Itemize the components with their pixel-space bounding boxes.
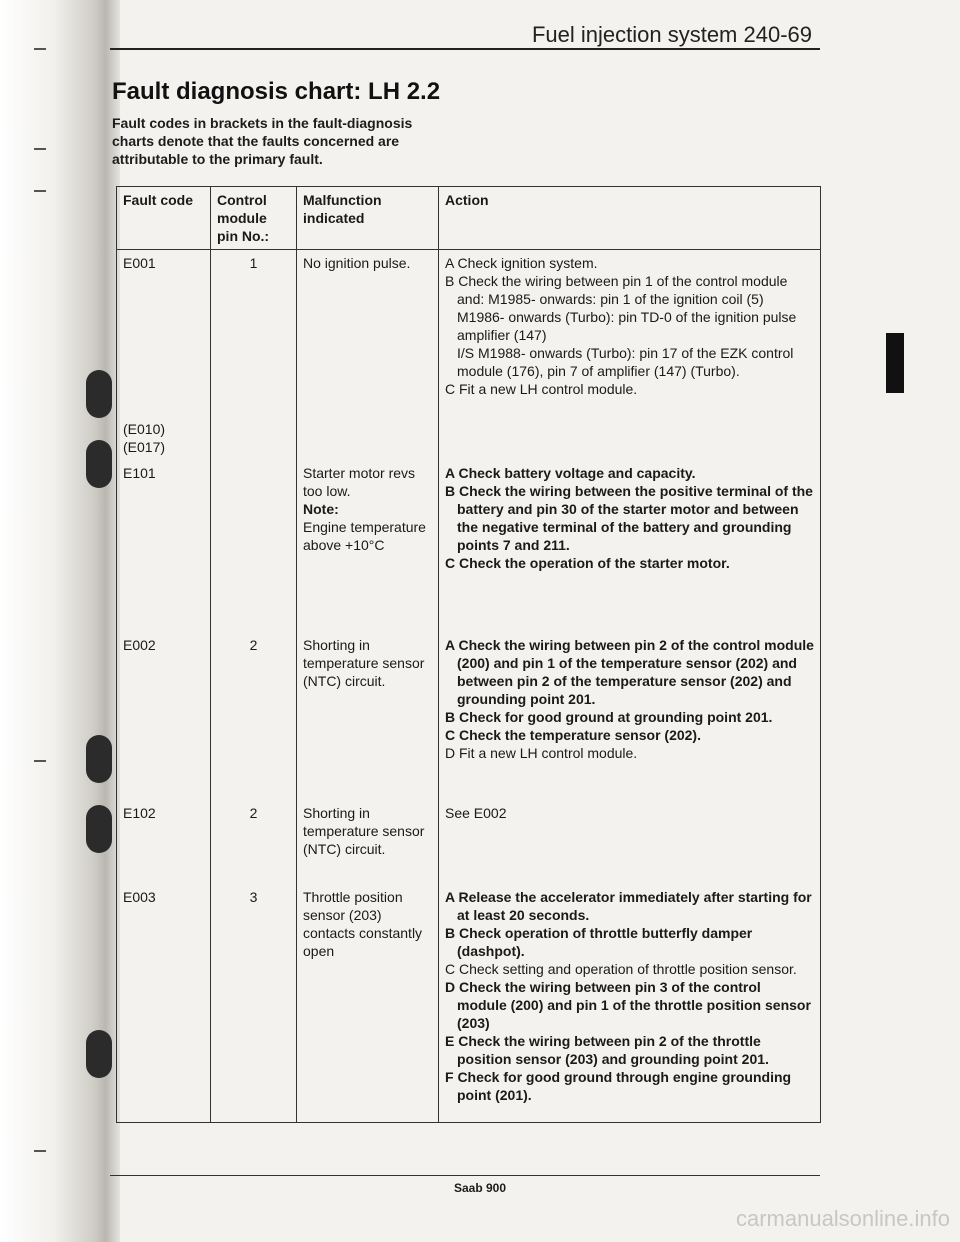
action-step: I/S M1988- onwards (Turbo): pin 17 of the EZK control module (176), pin 7 of amplifier (147) (Turbo).: [457, 345, 794, 379]
action-step: D Fit a new LH control module.: [445, 745, 638, 761]
header-fault-code: Fault code: [117, 187, 211, 250]
table-row: [117, 460, 821, 632]
action-step: A Check ignition system.: [445, 255, 598, 271]
margin-mark: [34, 148, 46, 150]
action-cell: [439, 250, 821, 461]
malfunction-text: No ignition pulse.: [297, 250, 439, 461]
table-header-row: [117, 187, 821, 250]
footer-rule: [110, 1175, 820, 1176]
pin-number: 3: [211, 884, 297, 1123]
margin-mark: [34, 760, 46, 762]
action-cell: [439, 800, 821, 884]
margin-mark: [34, 48, 46, 50]
pin-number: [211, 460, 297, 632]
header-malfunction: Malfunction indicated: [297, 187, 439, 250]
page-header: Fuel injection system 240-69: [531, 22, 812, 47]
action-step: B Check the wiring between pin 1 of the control module and: M1985- onwards: pin 1 of the ignition coil (5): [445, 273, 788, 307]
pin-number: 2: [211, 632, 297, 800]
fault-diagnosis-table: [116, 186, 821, 1123]
header-rule: [110, 48, 820, 50]
fault-code: E003: [117, 884, 211, 1123]
table-row: [117, 632, 821, 800]
action-step: D Check the wiring between pin 3 of the control module (200) and pin 1 of the throttle position sensor (203): [445, 979, 811, 1031]
margin-mark: [34, 190, 46, 192]
page-title: Fault diagnosis chart: LH 2.2: [112, 78, 441, 105]
action-cell: [439, 460, 821, 632]
action-step: C Check the temperature sensor (202).: [445, 727, 701, 743]
action-step: A Check the wiring between pin 2 of the control module (200) and pin 1 of the temperature sensor (202) and between pin 2 of the temperature sensor (202) and grounding point 201.: [445, 637, 814, 707]
watermark: carmanualsonline.info: [735, 1206, 950, 1231]
action-step: E Check the wiring between pin 2 of the throttle position sensor (203) and grounding point 201.: [445, 1033, 769, 1067]
binder-hole: [86, 440, 112, 488]
malfunction-text: Throttle position sensor (203) contacts constantly open: [297, 884, 439, 1123]
fault-code: E002: [117, 632, 211, 800]
header-action: Action: [439, 187, 821, 250]
table-row: [117, 884, 821, 1123]
pin-number: 2: [211, 800, 297, 884]
action-step: M1986- onwards (Turbo): pin TD-0 of the ignition pulse amplifier (147): [457, 309, 797, 343]
action-step: A Release the accelerator immediately after starting for at least 20 seconds.: [445, 889, 812, 923]
malfunction-text: Starter motor revs too low.: [303, 465, 416, 499]
action-cell: [439, 632, 821, 800]
footer-model: Saab 900: [453, 1181, 507, 1195]
action-step: B Check the wiring between the positive terminal of the battery and pin 30 of the starter motor and between the negative terminal of the battery and grounding points 7 and 211.: [445, 483, 813, 553]
action-step: A Check battery voltage and capacity.: [445, 465, 696, 481]
fault-code: E001: [123, 255, 156, 271]
pin-number: 1: [211, 250, 297, 461]
table-row: [117, 800, 821, 884]
binder-hole: [86, 735, 112, 783]
note-label: Note:: [303, 501, 339, 517]
margin-mark: [34, 1150, 46, 1152]
fault-code: E101: [117, 460, 211, 632]
malfunction-text: Shorting in temperature sensor (NTC) circuit.: [297, 800, 439, 884]
table-row: [117, 250, 821, 461]
action-step: B Check for good ground at grounding point 201.: [445, 709, 773, 725]
section-tab-marker: [886, 333, 904, 393]
related-code: (E010): [123, 421, 166, 437]
note-text: Engine temperature above +10°C: [303, 519, 426, 553]
binder-hole: [86, 1030, 112, 1078]
action-cell: [439, 884, 821, 1123]
fault-code: E102: [117, 800, 211, 884]
action-step: C Check setting and operation of throttle position sensor.: [445, 961, 797, 977]
action-step: C Fit a new LH control module.: [445, 381, 638, 397]
action-step: C Check the operation of the starter motor.: [445, 555, 730, 571]
action-step: B Check operation of throttle butterfly damper (dashpot).: [445, 925, 753, 959]
header-control-pin: Control module pin No.:: [211, 187, 297, 250]
action-step: See E002: [445, 805, 507, 821]
fault-code-cell: [117, 250, 211, 461]
binder-hole: [86, 370, 112, 418]
action-step: F Check for good ground through engine grounding point (201).: [445, 1069, 792, 1103]
malfunction-cell: [297, 460, 439, 632]
malfunction-text: Shorting in temperature sensor (NTC) circuit.: [297, 632, 439, 800]
related-code: (E017): [123, 439, 166, 455]
binder-hole: [86, 805, 112, 853]
intro-paragraph: Fault codes in brackets in the fault-diagnosis charts denote that the faults concerned are attributable to the primary fault.: [112, 115, 413, 167]
